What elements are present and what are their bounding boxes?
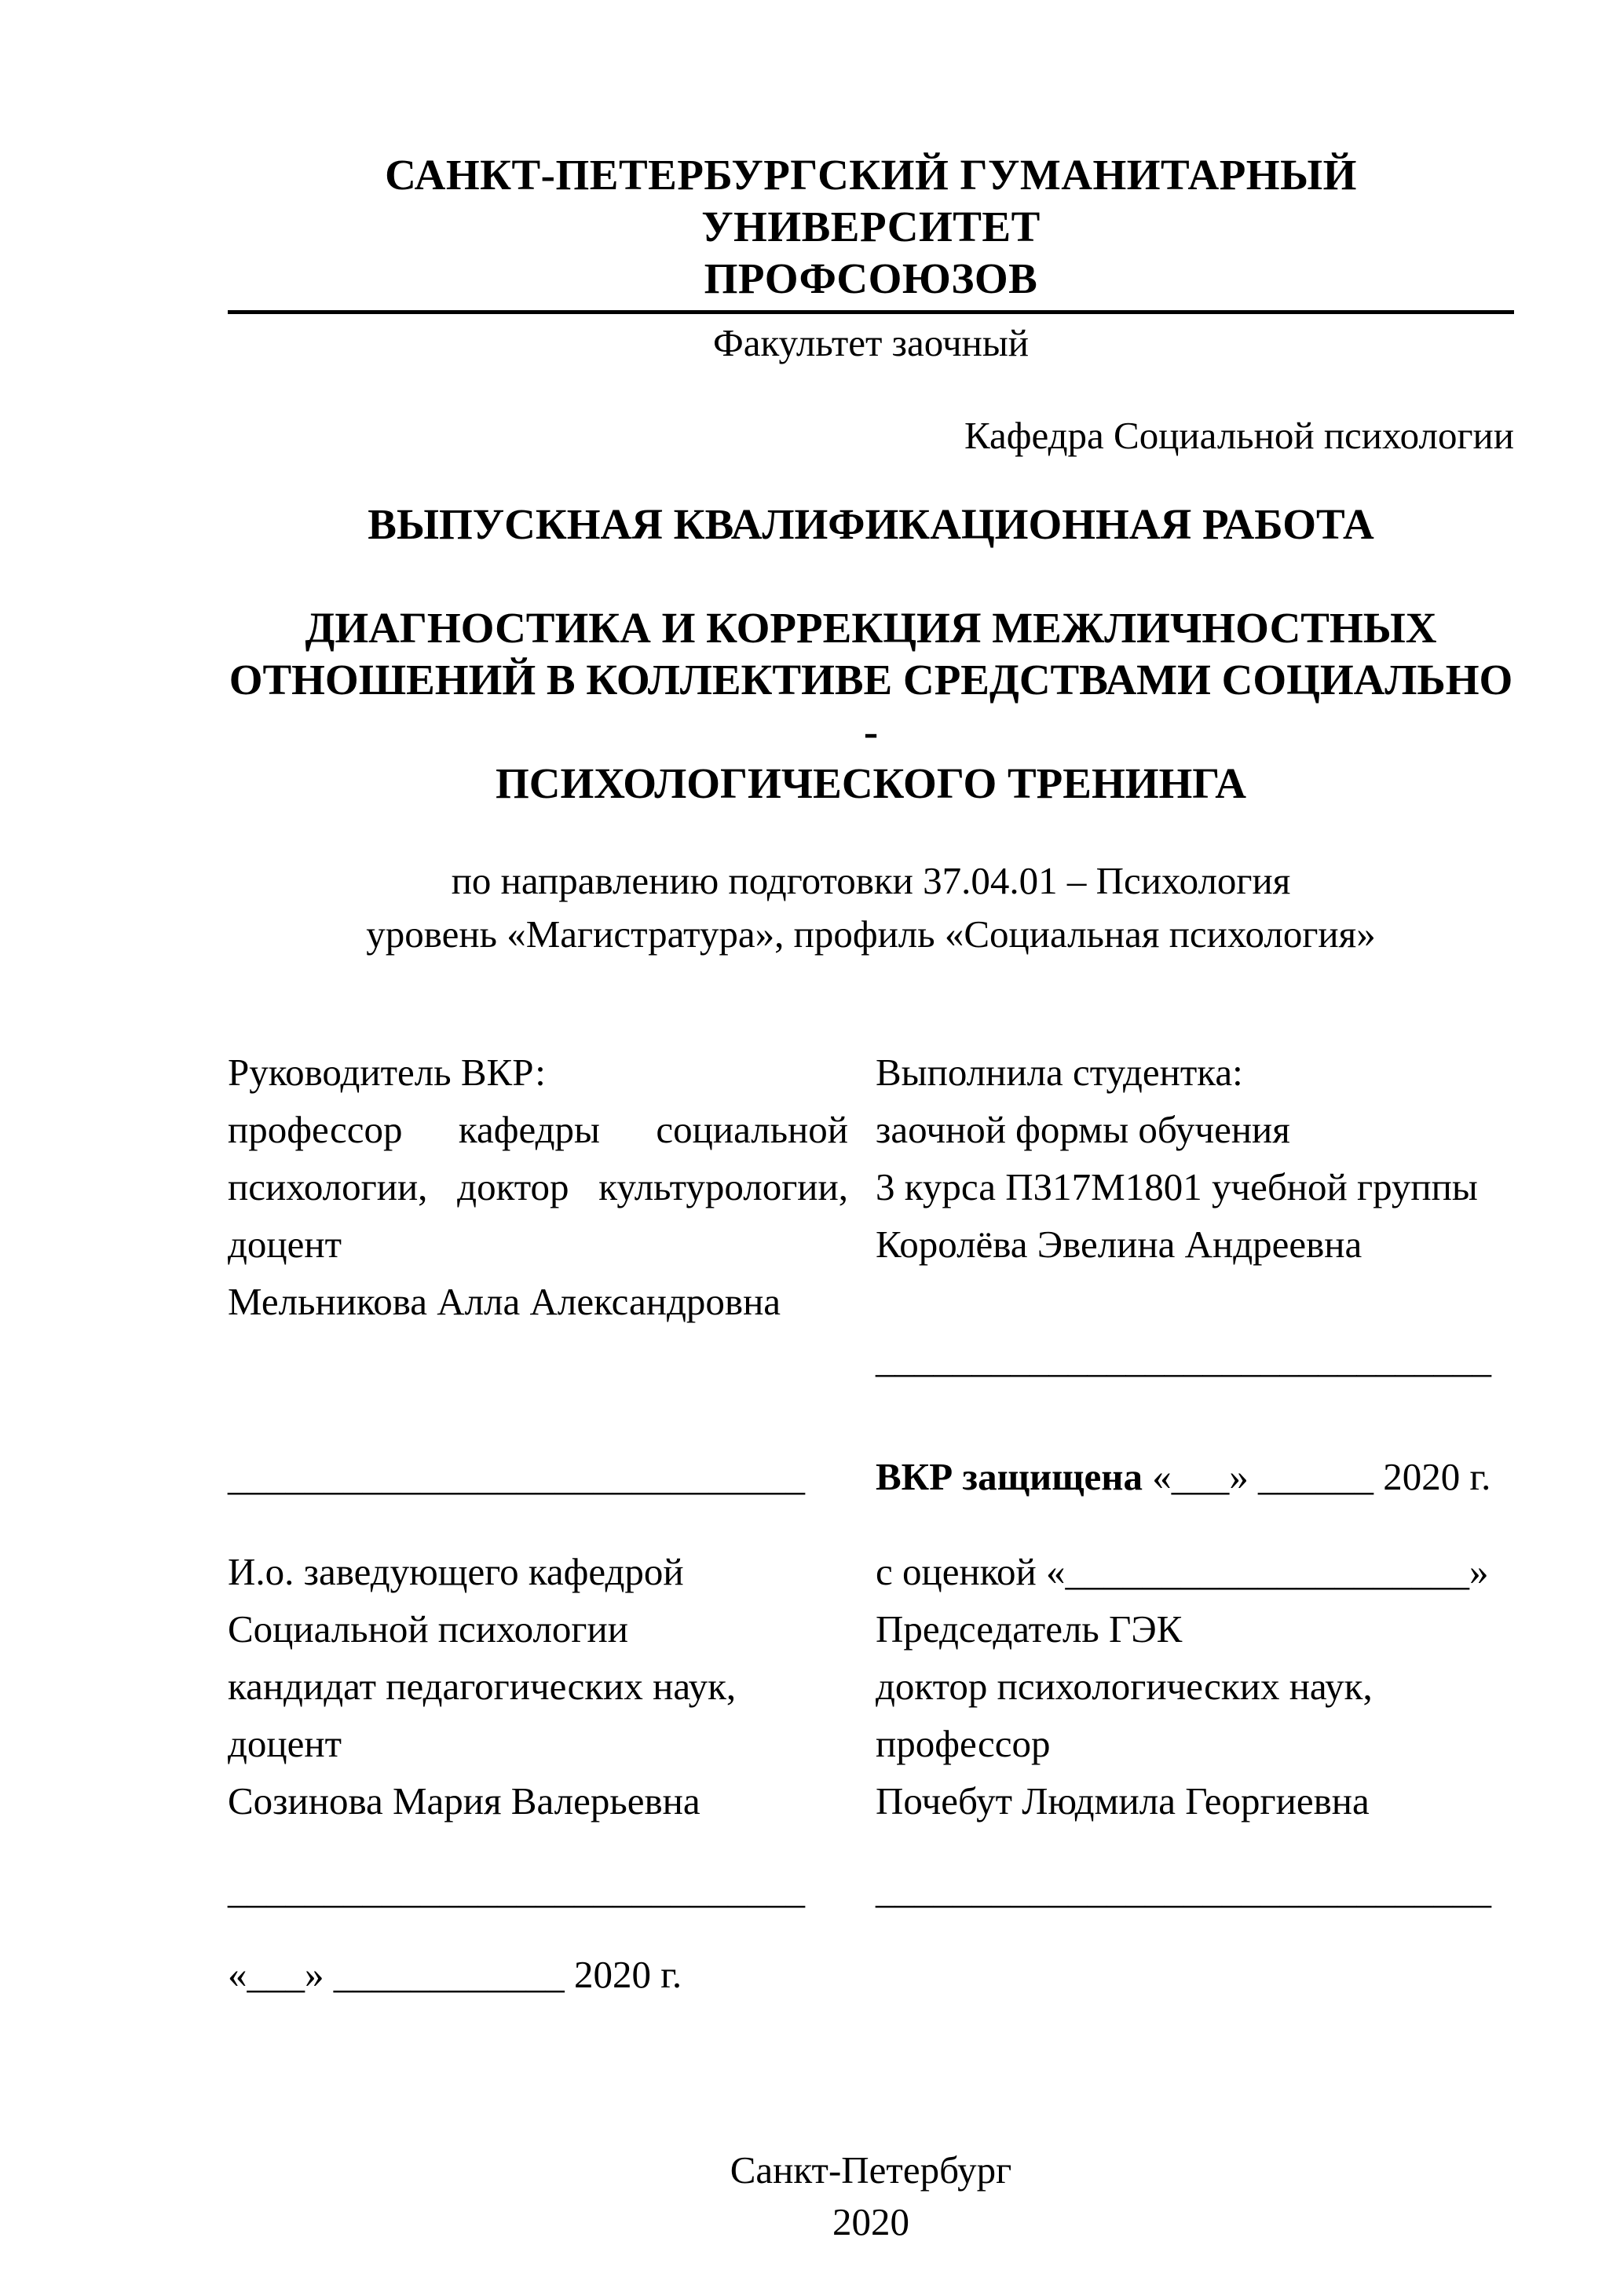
- committee-line2: Председатель ГЭК: [876, 1607, 1183, 1651]
- committee-column: [876, 1543, 1514, 1830]
- committee-line4: профессор: [876, 1722, 1051, 1765]
- student-signature-line: ________________________________: [876, 1337, 1491, 1380]
- head-signature-column: [228, 1861, 848, 1918]
- program-level-line: уровень «Магистратура», профиль «Социальная психология»: [366, 912, 1376, 956]
- supervisor-name: Мельникова Алла Александровна: [228, 1280, 781, 1323]
- university-name-line1: САНКТ-ПЕТЕРБУРГСКИЙ ГУМАНИТАРНЫЙ УНИВЕРСИТЕТ: [385, 151, 1357, 250]
- university-name: [228, 149, 1514, 305]
- committee-line3: доктор психологических наук,: [876, 1665, 1373, 1708]
- student-label: Выполнила студентка:: [876, 1051, 1243, 1094]
- thesis-title: [228, 602, 1514, 810]
- defense-statement: [876, 1448, 1514, 1505]
- thesis-title-line3: ПСИХОЛОГИЧЕСКОГО ТРЕНИНГА: [495, 759, 1247, 807]
- head-line3: кандидат педагогических наук,: [228, 1665, 737, 1708]
- grade-line: с оценкой «_____________________»: [876, 1550, 1489, 1593]
- thesis-title-line1: ДИАГНОСТИКА И КОРРЕКЦИЯ МЕЖЛИЧНОСТНЫХ: [305, 604, 1437, 652]
- supervisor-signature-column: [228, 1448, 848, 1505]
- signature-lines-row: [228, 1861, 1514, 1918]
- faculty-line: Факультет заочный: [712, 321, 1030, 364]
- work-type-heading: ВЫПУСКНАЯ КВАЛИФИКАЦИОННАЯ РАБОТА: [368, 500, 1374, 548]
- head-of-department-column: [228, 1543, 848, 1830]
- program-direction-line: по направлению подготовки 37.04.01 – Психология: [451, 859, 1291, 902]
- defense-row: [228, 1448, 1514, 1505]
- department-line: Кафедра Социальной психологии: [964, 414, 1514, 457]
- thesis-title-line2: ОТНОШЕНИЙ В КОЛЛЕКТИВЕ СРЕДСТВАМИ СОЦИАЛЬНО -: [229, 656, 1513, 755]
- supervisor-label: Руководитель ВКР:: [228, 1051, 546, 1094]
- footer-block: [228, 2144, 1514, 2248]
- student-column: [876, 1044, 1514, 1387]
- head-line4: доцент: [228, 1722, 342, 1765]
- head-line2: Социальной психологии: [228, 1607, 628, 1651]
- supervisor-column: [228, 1044, 848, 1387]
- committee-name: Почебут Людмила Георгиевна: [876, 1779, 1370, 1823]
- supervisor-signature-line: ______________________________: [228, 1455, 805, 1498]
- student-info-line1: заочной формы обучения: [876, 1108, 1290, 1151]
- supervisor-position-line3: доцент: [228, 1223, 342, 1266]
- student-name: Королёва Эвелина Андреевна: [876, 1223, 1362, 1266]
- committee-signature-line: ________________________________: [876, 1868, 1491, 1911]
- defense-statement-label: ВКР защищена: [876, 1455, 1143, 1498]
- program-info: [228, 854, 1514, 961]
- footer-city: Санкт-Петербург: [730, 2148, 1012, 2192]
- committee-signature-column: [876, 1861, 1514, 1918]
- head-signature-line: ______________________________: [228, 1868, 805, 1911]
- defense-statement-column: [876, 1448, 1514, 1505]
- head-date-line: «___» ____________ 2020 г.: [228, 1953, 682, 1996]
- supervisor-student-block: [228, 1044, 1514, 1387]
- footer-year: 2020: [832, 2200, 909, 2243]
- university-name-line2: ПРОФСОЮЗОВ: [704, 254, 1038, 302]
- student-info-line2: 3 курса ПЗ17М1801 учебной группы: [876, 1165, 1478, 1208]
- head-name: Созинова Мария Валерьевна: [228, 1779, 700, 1823]
- head-line1: И.о. заведующего кафедрой: [228, 1550, 684, 1593]
- supervisor-position-line1: профессор кафедры социальной: [228, 1108, 848, 1151]
- defense-statement-date-blank: «___» ______ 2020 г.: [1143, 1455, 1491, 1498]
- head-committee-block: [228, 1543, 1514, 1830]
- supervisor-position-line2: психологии, доктор культурологии,: [228, 1165, 848, 1208]
